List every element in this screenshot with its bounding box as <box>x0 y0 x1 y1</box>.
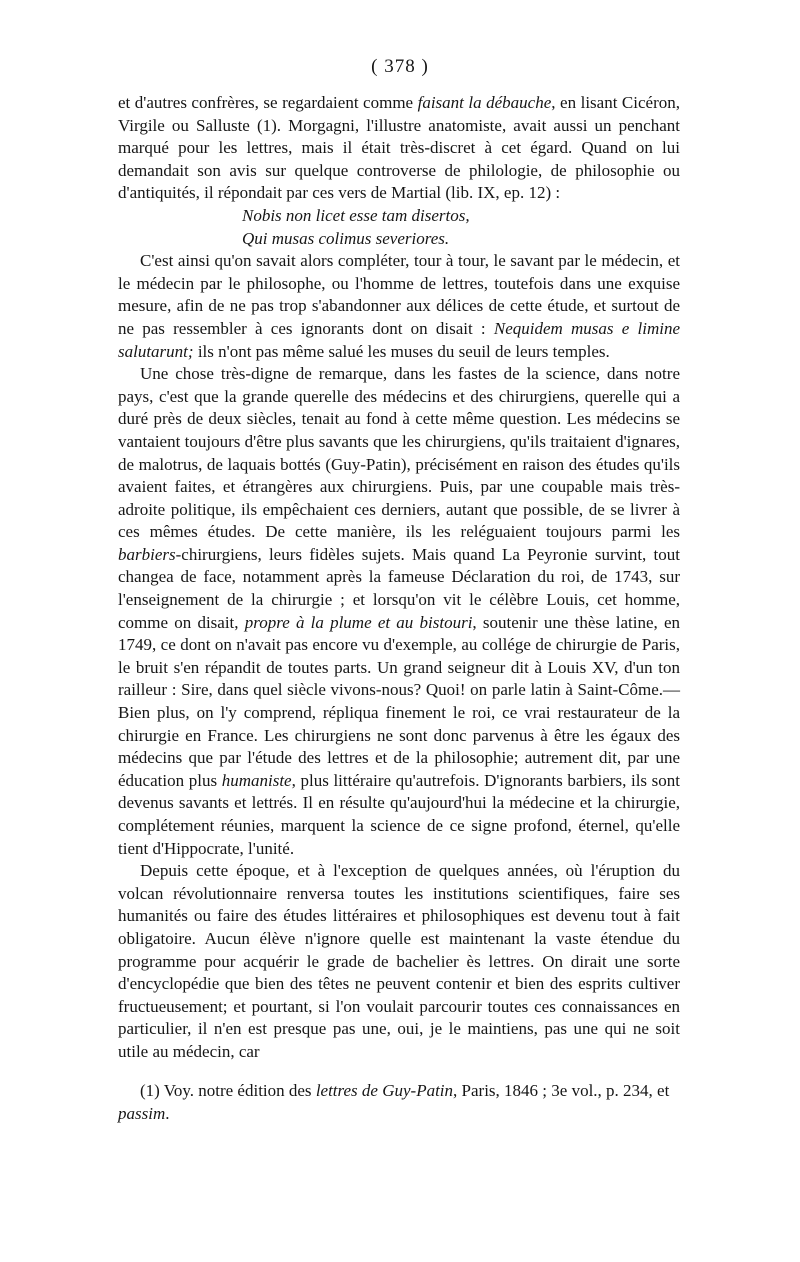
p3-text-a: Une chose très-digne de remarque, dans les fastes de la science, dans notre pays, c'est que la grande querelle des médecins et des chirurgiens, querelle qui a duré près de deux siècles, tenait au fond à cette même question. Les médecins se vantaient toujours d'être plus savants que les chirurgiens, qu'ils traitaient d'ignares, de malotrus, de laquais bottés (Guy-Patin), précisément en raison des études qu'ils avaient faites, et étrangères aux chirurgiens. Puis, par une coupable mais très-adroite politique, ils empêchaient ces derniers, autant que possible, de se livrer à ces mêmes études. De cette manière, ils les reléguaient toujours parmi les <box>118 364 680 542</box>
p3-text-g: , plus littéraire qu'autrefois. D'ignorants barbiers, ils sont devenus savants et lettrés. Il en résulte qu'aujourd'hui la médecine et la chirurgie, complétement réunies, marquent la science de ce signe profond, éternel, qu'elle tient d'Hippocrate, l'unité. <box>118 770 681 858</box>
verse-line-2: Qui musas colimus severiores. <box>242 228 450 248</box>
p2-text-a: C'est ainsi qu'on savait alors compléter, tour à tour, le savant par le médecin, et le médecin par le philosophe, ou l'homme de lettres, toutefois dans une exquise mesure, afin de ne pas trop s'abandonner aux délices de cette étude, et surtout de ne pas ressembler à ces ignorants dont on disait : <box>118 251 680 338</box>
p2-italic: Nequidem musas e limine salutarunt; <box>118 318 680 361</box>
p3-text-e: , soutenir une thèse latine, en 1749, ce dont on n'avait pas encore vu d'exemple, au collége de chirurgie de Paris, le bruit s'en répandit de toutes parts. Un grand seigneur dit à Louis XV, d'un ton railleur : Sire, dans quel siècle vivons-nous? Quoi! on parle latin à Saint-Côme.—Bien plus, on l'y comprend, répliqua finement le roi, ce vrai restaurateur de la chirurgie en France. Les chirurgiens ne sont donc parvenus à être les égaux des médecins que par l'étude des lettres et de la philosophie; autrement dit, par une éducation plus <box>118 612 680 790</box>
paragraph-3 <box>118 363 680 860</box>
paragraph-1 <box>118 92 680 205</box>
fn-text-a: (1) Voy. notre édition des <box>140 1081 316 1100</box>
paragraph-2 <box>118 250 680 363</box>
footnote <box>118 1080 680 1125</box>
p2-text-c: ils n'ont pas même salué les muses du seuil de leurs temples. <box>193 341 610 361</box>
page-number: ( 378 ) <box>371 56 429 77</box>
fn-text-e: . <box>165 1103 170 1123</box>
p1-text-c: , en lisant Cicéron, Virgile ou Salluste (1). Morgagni, l'illustre anatomiste, avait aussi un penchant marqué pour les lettres, mais il était très-discret à cet égard. Quand on lui demandait son avis sur quelque controverse de philologie, de philosophie ou d'antiquités, il répondait par ces vers de Martial (lib. IX, ep. 12) : <box>118 93 680 203</box>
p3-italic-plume: propre à la plume et au bistouri <box>244 612 473 632</box>
fn-italic-passim: passim <box>118 1103 166 1123</box>
p3-italic-humaniste: humaniste <box>221 770 292 790</box>
p1-italic: faisant la débauche <box>417 93 552 112</box>
p3-italic-barbiers: barbiers <box>118 544 176 564</box>
p1-text-a: et d'autres confrères, se regardaient comme <box>118 93 418 112</box>
p3-text-c: -chirurgiens, leurs fidèles sujets. Mais quand La Peyronie survint, tout changea de face, notamment après la fameuse Déclaration du roi, de 1743, sur l'enseignement de la chirurgie ; et lorsqu'on vit le célèbre Louis, cet homme, comme on disait, <box>118 544 680 632</box>
paragraph-4: Depuis cette époque, et à l'exception de quelques années, où l'éruption du volcan révolutionnaire renversa toutes les institutions scientifiques, faire ses humanités ou faire des études littéraires et philosophiques est devenu tout à fait obligatoire. Aucun élève n'ignore quelle est maintenant la vaste étendue du programme pour acquérir le grade de bachelier ès lettres. On dirait une sorte d'encyclopédie que bien des têtes ne peuvent contenir et bien des esprits cultiver fructueusement; et pourtant, si l'on voulait parcourir toutes ces connaissances en particulier, il n'en est presque pas une, oui, je le maintiens, pas une qui ne soit utile au médecin, car <box>118 861 680 1061</box>
verse-line-1: Nobis non licet esse tam disertos, <box>242 205 470 225</box>
fn-text-c: , Paris, 1846 ; 3e vol., p. 234, et <box>453 1081 670 1100</box>
verse-quote <box>242 205 680 250</box>
body-text <box>118 92 680 1064</box>
fn-italic-title: lettres de Guy-Patin <box>315 1081 454 1100</box>
